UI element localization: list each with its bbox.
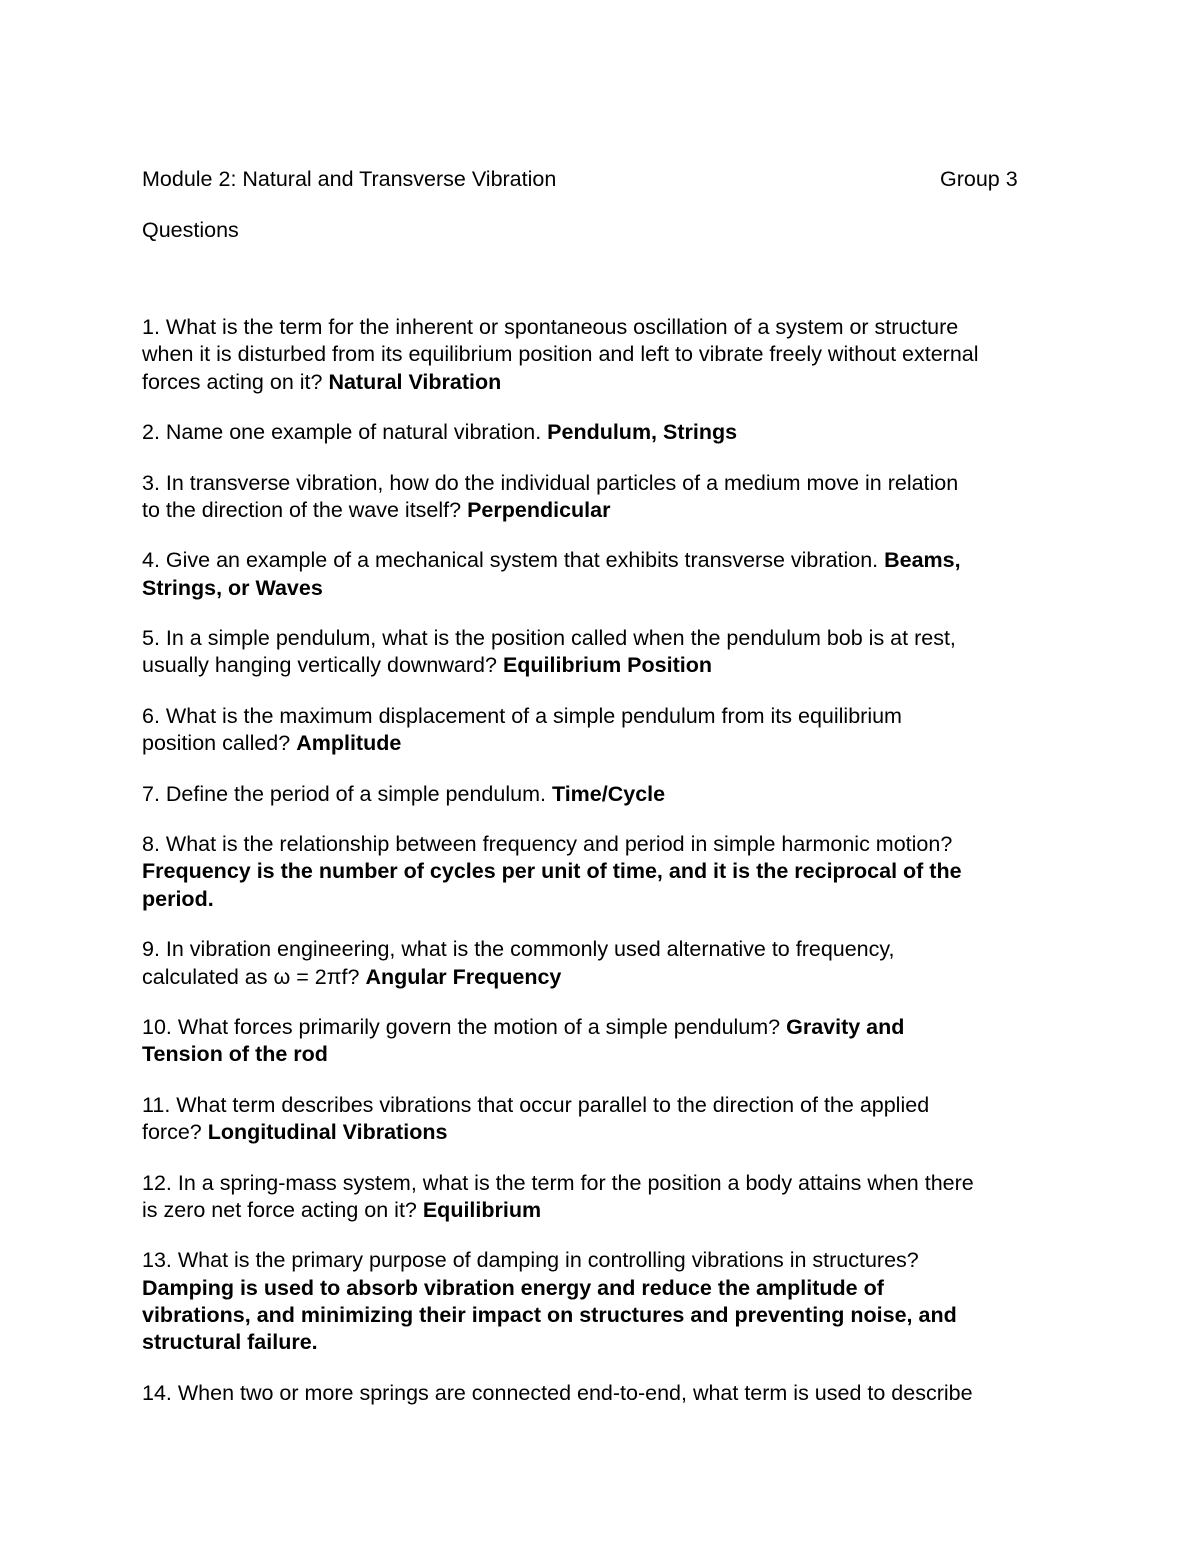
- answer-text: Damping is used to absorb vibration energy and reduce the amplitude of vibrations, and minimizing their impact on structures and preventing noise, and structural failure.: [142, 1275, 957, 1355]
- question-text: 6. What is the maximum displacement of a simple pendulum from its equilibrium position called?: [142, 703, 902, 756]
- question-text: 10. What forces primarily govern the motion of a simple pendulum?: [142, 1015, 787, 1040]
- question-item: [142, 1014, 1082, 1069]
- question-item: [142, 1380, 1082, 1407]
- question-item: [142, 1247, 1082, 1356]
- question-text: 1. What is the term for the inherent or spontaneous oscillation of a system or structure when it is disturbed from its equilibrium position and left to vibrate freely without external forces acting on it?: [142, 315, 979, 394]
- document-title: Module 2: Natural and Transverse Vibration: [142, 167, 557, 191]
- answer-text: Longitudinal Vibrations: [207, 1120, 448, 1145]
- question-item: [142, 831, 1082, 913]
- question-item: [142, 419, 1082, 446]
- answer-text: Amplitude: [296, 731, 402, 756]
- question-text: 2. Name one example of natural vibration.: [142, 420, 548, 445]
- question-text: 12. In a spring-mass system, what is the term for the position a body attains when there is zero net force acting on it?: [142, 1170, 974, 1222]
- question-text: 9. In vibration engineering, what is the commonly used alternative to frequency, calculated as ω = 2πf?: [142, 937, 895, 989]
- question-text: 13. What is the primary purpose of damping in controlling vibrations in structures?: [142, 1248, 919, 1273]
- answer-text: Beams, Strings, or Waves: [142, 548, 961, 600]
- question-text: 5. In a simple pendulum, what is the position called when the pendulum bob is at rest, usually hanging vertically downward?: [142, 626, 956, 678]
- answer-text: Equilibrium Position: [502, 653, 712, 678]
- question-text: 8. What is the relationship between frequency and period in simple harmonic motion?: [142, 832, 953, 857]
- question-text: 14. When two or more springs are connected end-to-end, what term is used to describe: [142, 1380, 973, 1405]
- answer-text: Equilibrium: [422, 1197, 542, 1222]
- question-item: [142, 314, 1082, 396]
- answer-text: Natural Vibration: [328, 369, 502, 394]
- question-item: [142, 1170, 1082, 1225]
- answer-text: Frequency is the number of cycles per unit of time, and it is the reciprocal of the period.: [142, 859, 962, 911]
- question-item: [142, 703, 1082, 758]
- section-label: Questions: [142, 218, 239, 242]
- document-header: [142, 165, 1032, 193]
- question-item: [142, 470, 1082, 525]
- question-text: 11. What term describes vibrations that occur parallel to the direction of the applied force?: [142, 1092, 930, 1145]
- question-item: [142, 547, 1082, 602]
- question-text: 7. Define the period of a simple pendulum.: [142, 781, 552, 806]
- answer-text: Gravity and Tension of the rod: [142, 1015, 905, 1067]
- question-text: 3. In transverse vibration, how do the individual particles of a medium move in relation to the direction of the wave itself?: [142, 470, 959, 522]
- answer-text: Pendulum, Strings: [547, 420, 738, 445]
- question-text: 4. Give an example of a mechanical system that exhibits transverse vibration.: [142, 548, 885, 573]
- question-item: [142, 1092, 1082, 1147]
- answer-text: Time/Cycle: [551, 781, 666, 806]
- answer-text: Perpendicular: [467, 497, 611, 522]
- group-label: Group 3: [940, 167, 1018, 191]
- question-item: [142, 936, 1082, 991]
- answer-text: Angular Frequency: [365, 964, 562, 989]
- question-list: [142, 314, 1082, 1430]
- question-item: [142, 781, 1082, 808]
- question-item: [142, 625, 1082, 680]
